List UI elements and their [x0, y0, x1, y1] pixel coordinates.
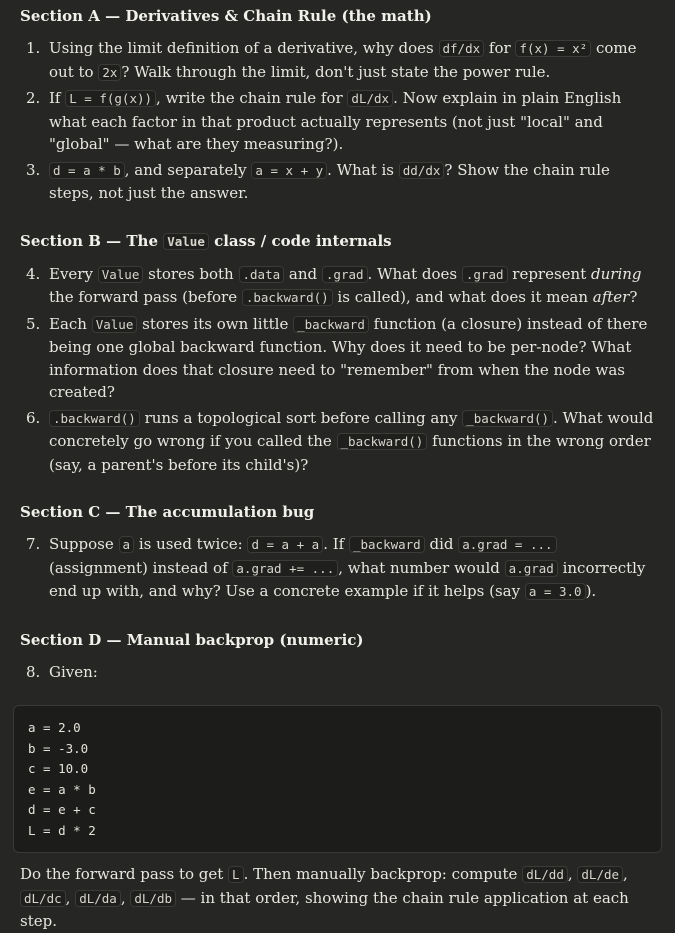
section-d-heading: Section D — Manual backprop (numeric) [20, 630, 364, 649]
inline-code: .backward() [242, 289, 333, 306]
question-number: 8. [26, 662, 41, 681]
inline-code: Value [92, 316, 138, 333]
question-number: 1. [26, 39, 41, 57]
inline-code: d = a + a [247, 536, 323, 553]
question-2: 2. If L = f(g(x)) , write the chain rule for dL/dx . Now explain in plain English what each factor in that product actually represents (not just "local" and "global" — what are they measuring?). [26, 89, 622, 153]
inline-code: d = a * b [49, 162, 125, 179]
question-1: 1. Using the limit definition of a derivative, why does df/dx for f(x) = x² come out to 2x ? Walk through the limit, don't just state the power rule. [26, 39, 637, 81]
inline-code: _backward() [462, 410, 553, 427]
inline-code: 2x [98, 64, 121, 81]
instructions-paragraph: Do the forward pass to get L . Then manually backprop: compute dL/dd , dL/de , dL/dc , dL/da , dL/db — in that order, showing the chain rule application at each step. [20, 865, 629, 930]
inline-code: a = x + y [251, 162, 327, 179]
inline-code: dL/db [130, 890, 176, 907]
inline-code: L [228, 866, 244, 883]
inline-code: a.grad += ... [232, 560, 338, 577]
section-b-heading: Section B — The Value class / code internals [20, 231, 392, 250]
inline-code: dL/da [75, 890, 121, 907]
question-6: 6. .backward() runs a topological sort before calling any _backward() . What would concretely go wrong if you called the _backward() functions in the wrong order (say, a parent's before its child's)? [26, 408, 654, 474]
code-line: b = -3.0 [28, 740, 89, 756]
inline-code: a [119, 536, 135, 553]
inline-code: dL/dd [522, 866, 568, 883]
inline-code: .backward() [49, 410, 140, 427]
code-line: e = a * b [28, 781, 96, 797]
inline-code: dd/dx [399, 162, 445, 179]
inline-code: _backward [349, 536, 425, 553]
inline-code: dL/dx [347, 90, 393, 107]
question-5: 5. Each Value stores its own little _backward function (a closure) instead of there being one global backward function. Why does it need to be per-node? What information does that closure need to "remember" from when the node was created? [26, 314, 648, 401]
code-line: c = 10.0 [28, 761, 89, 776]
inline-code: dL/de [577, 866, 623, 883]
code-block[interactable] [13, 705, 662, 853]
code-line: d = e + c [28, 802, 96, 817]
question-number: 6. [26, 408, 41, 427]
question-number: 2. [26, 89, 41, 107]
section-d-list [20, 661, 655, 684]
inline-code: a = 3.0 [525, 583, 586, 600]
inline-code: dL/dc [20, 890, 66, 907]
inline-code: f(x) = x² [515, 40, 591, 57]
question-7: 7. Suppose a is used twice: d = a + a . If _backward did a.grad = ... (assignment) instead of a.grad += ... , what number would a.grad incorrectly end up with, and why? Use a concrete example if it helps (say a = 3.0 ). [26, 535, 646, 600]
inline-code: L = f(g(x)) [65, 90, 156, 107]
section-c-heading: Section C — The accumulation bug [20, 503, 315, 521]
inline-code: .grad [322, 266, 368, 283]
section-b-list [20, 263, 655, 477]
question-number: 4. [26, 264, 41, 283]
inline-code: a.grad [505, 560, 558, 577]
inline-code: .grad [462, 266, 508, 283]
question-8: 8. Given: [20, 661, 655, 684]
question-3: 3. d = a * b , and separately a = x + y . What is dd/dx ? Show the chain rule steps, not just the answer. [26, 160, 610, 202]
question-number: 7. [26, 535, 41, 553]
question-4: 4. Every Value stores both .data and .grad . What does .grad represent during the forward pass (before .backward() is called), and what does it mean after? [26, 264, 642, 306]
code-line: L = d * 2 [28, 822, 96, 838]
inline-code: _backward() [337, 433, 428, 450]
inline-code: a.grad = ... [458, 536, 556, 553]
section-c-list [20, 533, 655, 604]
inline-code: _backward [293, 316, 369, 333]
section-a-heading: Section A — Derivatives & Chain Rule (the math) [20, 7, 432, 25]
inline-code: Value [163, 233, 209, 250]
question-number: 3. [26, 160, 41, 179]
inline-code: df/dx [439, 40, 485, 57]
inline-code: .data [239, 266, 285, 283]
inline-code: Value [98, 266, 144, 283]
code-line: a = 2.0 [28, 720, 81, 735]
question-number: 5. [26, 314, 41, 333]
section-a-list [20, 37, 655, 205]
